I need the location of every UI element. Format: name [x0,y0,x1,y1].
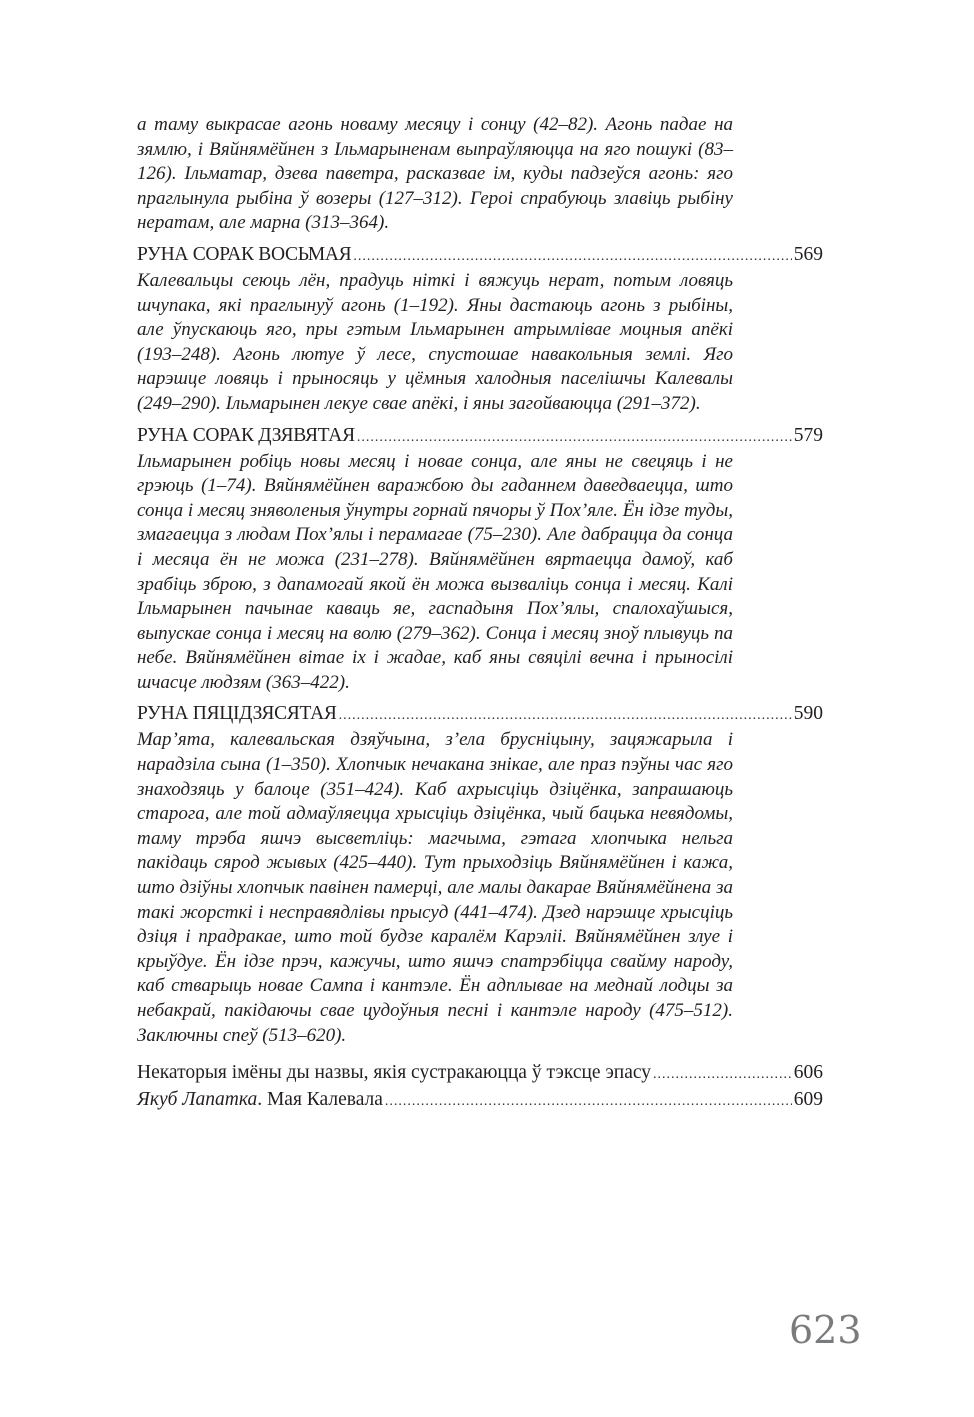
leader-dots [339,701,792,728]
leader-dots [357,423,792,450]
page-number-folio: 623 [789,1308,862,1352]
table-of-contents [137,113,823,1114]
leader-dots [353,242,791,269]
entry-title: РУНА ПЯЦІДЗЯСЯТАЯ [137,703,337,725]
entry-summary: Калевальцы сеюць лён, прадуць ніткі і вяжуць нерат, потым ловяць шчупака, які праглынуў агонь (1–192). Яны дастаюць агонь з рыбіны, але ўпускаюць яго, пры гэтым Ільмарынен атрымлівае моцныя апёкі (193–248). Агонь лютуе ў лесе, спустошае навакольныя землі. Яго нарэшце ловяць і прыносяць у цёмныя халодныя паселішчы Калевалы (249–290). Ільмарынен лекуе свае апёкі, і яны загойваюцца (291–372). [137,269,733,414]
entry-title: Некаторыя імёны ды назвы, якія сустракаюцца ў тэксце эпасу [137,1062,652,1084]
leader-dots [653,1060,792,1087]
entry-page-number: 569 [793,243,823,265]
toc-entry [137,701,823,1048]
entry-title: РУНА СОРАК ДЗЯВЯТАЯ [137,424,355,446]
toc-heading[interactable] [137,701,823,728]
toc-entry [137,423,823,696]
toc-appendix-names[interactable] [137,1060,823,1087]
appendix-list [137,1060,823,1114]
entry-summary: Мар’ята, калевальская дзяўчына, з’ела брусніцыну, зацяжарыла і нарадзіла сына (1–350). Хлопчык нечакана знікае, але праз пэўны час яго знаходзяць у балоце (351–424). Каб ахрысціць дзіцёнка, запрашаюць старога, але той адмаўляецца хрысціць дзіцёнка, чый бацька невядомы, таму трэба яшчэ высветліць: магчыма, гэтага хлопчыка нельга пакідаць сярод жывых (425–440). Тут прыходзіць Вяйнямёйнен і кажа, што дзіўны хлопчык павінен памерці, але малы дакарае Вяйнямёйнена за такі жорсткі і несправядлівы прысуд (441–474). Дзед нарэшце хрысціць дзіця і прадракае, што той будзе каралём Карэліі. Вяйнямёйнен злуе і крыўдуе. Ён ідзе прэч, кажучы, што яшчэ спатрэбіцца свайму народу, каб стварыць новае Сампа і кантэле. Ён адплывае на меднай лодцы за небакрай, пакідаючы свае цудоўныя песні і кантэле народу (475–512). Заключны спеў (513–620). [137,729,733,1046]
entry-page-number: 590 [793,703,823,725]
entry-page-number: 579 [793,424,823,446]
toc-heading[interactable] [137,242,823,269]
afterword-title: . Мая Калевала [257,1089,383,1111]
entry-summary: Ільмарынен робіць новы месяц і новае сонца, але яны не свецяць і не грэюць (1–74). Вяйнямёйнен варажбою ды гаданнем даведваецца, што сонца і месяц зняволеныя ўнутры горнай пячоры ў Пох’яле. Ён ідзе туды, змагаецца з людам Пох’ялы і перамагае (75–230). Але дабрацца да сонца і месяца ён не можа (231–278). Вяйнямёйнен вяртаецца дамоў, каб зрабіць зброю, з дапамогай якой ён можа вызваліць сонца і месяц. Калі Ільмарынен пачынае каваць яе, гаспадыня Пох’ялы, спалохаўшыся, выпускае сонца і месяц на волю (279–362). Сонца і месяц зноў плывуць па небе. Вяйнямёйнен вітае іх і жадае, каб яны свяцілі вечна і прыносілі шчасце людзям (363–422). [137,450,733,693]
entry-title: РУНА СОРАК ВОСЬМАЯ [137,243,352,265]
continued-summary: а таму выкрасае агонь новаму месяцу і сонцу (42–82). Агонь падае на зямлю, і Вяйнямёйнен з Ільмарыненам выпраўляюцца на яго пошукі (83–126). Ільматар, дзева паветра, расказвае ім, куды падзеўся агонь: яго праглынула рыбіна ў возеры (127–312). Героі спрабуюць злавіць рыбіну нератам, але марна (313–364). [137,114,733,234]
entry-page-number: 606 [793,1062,823,1084]
leader-dots [385,1087,792,1114]
author-name: Якуб Лапатка [137,1089,258,1111]
entry-title-wrap [137,1087,383,1112]
toc-heading[interactable] [137,423,823,450]
toc-appendix-afterword[interactable] [137,1087,823,1114]
entry-page-number: 609 [793,1089,823,1111]
toc-entry [137,242,823,417]
